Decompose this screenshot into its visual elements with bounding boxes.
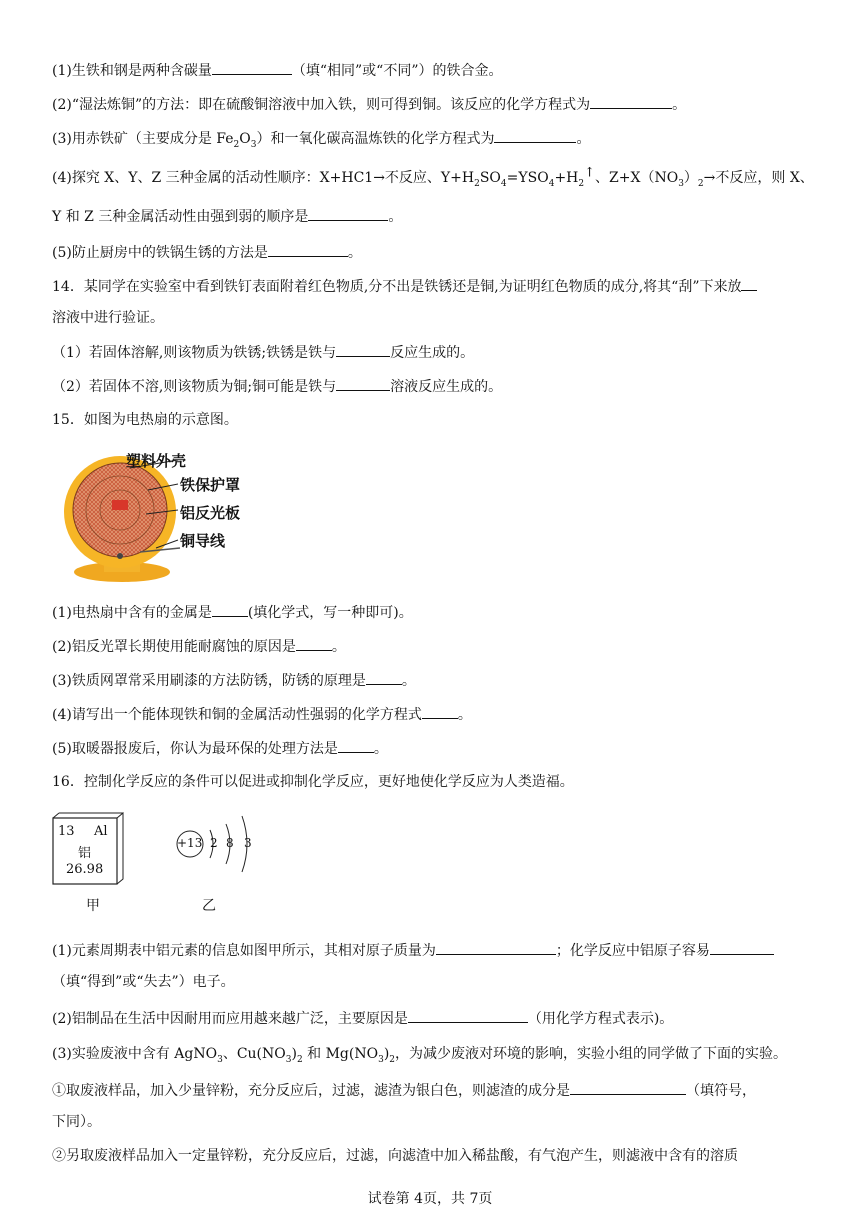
q13-part2: (2)“湿法炼铜”的方法：即在硫酸铜溶液中加入铁，则可得到铜。该反应的化学方程式为 。 bbox=[52, 94, 686, 115]
q13-part4: (4)探究 X、Y、Z 三种金属的活动性顺序：X+HC1→不反应、$Y+H_2SO_4=YSO_4+H_2^↑$、$Z+X(NO_3)_2\to$不反应，则 X、 bbox=[52, 165, 814, 189]
q15-part5: (5)取暖器报废后，你认为最环保的处理方法是 。 bbox=[52, 738, 388, 759]
answer-blank[interactable] bbox=[268, 242, 348, 257]
answer-blank[interactable] bbox=[336, 342, 390, 357]
q14-stem: 14．某同学在实验室中看到铁钉表面附着红色物质,分不出是铁锈还是铜,为证明红色物质的成分,将其“刮”下来放 bbox=[52, 276, 757, 297]
answer-blank[interactable] bbox=[212, 60, 292, 75]
q16-step2: ②另取废液样品加入一定量锌粉，充分反应后，过滤，向滤渣中加入稀盐酸，有气泡产生，则滤液中含有的溶质 bbox=[52, 1148, 738, 1164]
figure-label-jia: 甲 bbox=[86, 898, 100, 914]
figure-label-yi: 乙 bbox=[202, 898, 216, 914]
q13-part3: (3)用赤铁矿（主要成分是 $Fe_2O_3$）和一氧化碳高温炼铁的化学方程式为 。 bbox=[52, 128, 590, 149]
page-footer: 试卷第 4页，共 7页 bbox=[367, 1191, 493, 1207]
answer-blank[interactable] bbox=[338, 738, 374, 753]
answer-blank[interactable] bbox=[494, 128, 576, 143]
answer-blank[interactable] bbox=[710, 940, 774, 955]
answer-blank[interactable] bbox=[366, 670, 402, 685]
answer-blank[interactable] bbox=[741, 276, 757, 291]
q16-step1-line2: 下同）。 bbox=[52, 1114, 101, 1130]
shell-3-electrons: 3 bbox=[244, 836, 252, 850]
q15-part4: (4)请写出一个能体现铁和铜的金属活动性强弱的化学方程式 。 bbox=[52, 704, 472, 725]
q16-step1: ①取废液样品，加入少量锌粉，充分反应后，过滤，滤渣为银白色，则滤渣的成分是 （填符号， bbox=[52, 1080, 756, 1101]
q13-part1: (1)生铁和钢是两种含碳量 （填“相同”或“不同”）的铁合金。 bbox=[52, 60, 502, 81]
q14-part2: （2）若固体不溶,则该物质为铜;铜可能是铁与 溶液反应生成的。 bbox=[52, 376, 502, 397]
q16-part1-line2: （填“得到”或“失去”）电子。 bbox=[52, 974, 235, 990]
answer-blank[interactable] bbox=[408, 1008, 528, 1023]
label-copper-wire: 铜导线 bbox=[180, 532, 226, 550]
answer-blank[interactable] bbox=[212, 602, 248, 617]
q15-part1: (1)电热扇中含有的金属是 (填化学式，写一种即可)。 bbox=[52, 602, 413, 623]
atom-structure-figure bbox=[174, 810, 260, 882]
nucleus-charge: +13 bbox=[177, 836, 203, 850]
q14-part1: （1）若固体溶解,则该物质为铁锈;铁锈是铁与 反应生成的。 bbox=[52, 342, 474, 363]
element-name: 铝 bbox=[78, 846, 92, 861]
answer-blank[interactable] bbox=[590, 94, 672, 109]
answer-blank[interactable] bbox=[296, 636, 332, 651]
q13-part4-line2: Y 和 Z 三种金属活动性由强到弱的顺序是 。 bbox=[52, 206, 402, 227]
q16-stem: 16．控制化学反应的条件可以促进或抑制化学反应，更好地使化学反应为人类造福。 bbox=[52, 774, 574, 790]
q15-part2: (2)铝反光罩长期使用能耐腐蚀的原因是 。 bbox=[52, 636, 346, 657]
atomic-number: 13 bbox=[58, 824, 75, 839]
shell-1-electrons: 2 bbox=[210, 836, 218, 850]
answer-blank[interactable] bbox=[336, 376, 390, 391]
atomic-mass: 26.98 bbox=[66, 862, 104, 877]
element-card-figure bbox=[52, 812, 126, 886]
element-symbol: Al bbox=[94, 824, 108, 839]
answer-blank[interactable] bbox=[570, 1080, 686, 1095]
q15-part3: (3)铁质网罩常采用刷漆的方法防锈，防锈的原理是 。 bbox=[52, 670, 416, 691]
electric-heater-figure bbox=[60, 444, 260, 584]
label-aluminum-reflector: 铝反光板 bbox=[180, 504, 241, 522]
answer-blank[interactable] bbox=[308, 206, 388, 221]
q13-part5: (5)防止厨房中的铁锅生锈的方法是 。 bbox=[52, 242, 362, 263]
q16-part2: (2)铝制品在生活中因耐用而应用越来越广泛，主要原因是 （用化学方程式表示)。 bbox=[52, 1008, 673, 1029]
answer-blank[interactable] bbox=[422, 704, 458, 719]
q15-stem: 15．如图为电热扇的示意图。 bbox=[52, 412, 238, 428]
q16-part1: (1)元素周期表中铝元素的信息如图甲所示，其相对原子质量为 ；化学反应中铝原子容易 bbox=[52, 940, 774, 961]
q14-stem-line2: 溶液中进行验证。 bbox=[52, 310, 164, 326]
label-plastic-shell: 塑料外壳 bbox=[126, 452, 187, 470]
answer-blank[interactable] bbox=[436, 940, 556, 955]
label-iron-guard: 铁保护罩 bbox=[180, 476, 241, 494]
shell-2-electrons: 8 bbox=[226, 836, 234, 850]
q16-part3: (3)实验废液中含有 AgNO$_3$、$Cu(NO_3)_2$ 和 $Mg(NO_3)_2$，为减少废液对环境的影响，实验小组的同学做了下面的实验。 bbox=[52, 1046, 788, 1065]
